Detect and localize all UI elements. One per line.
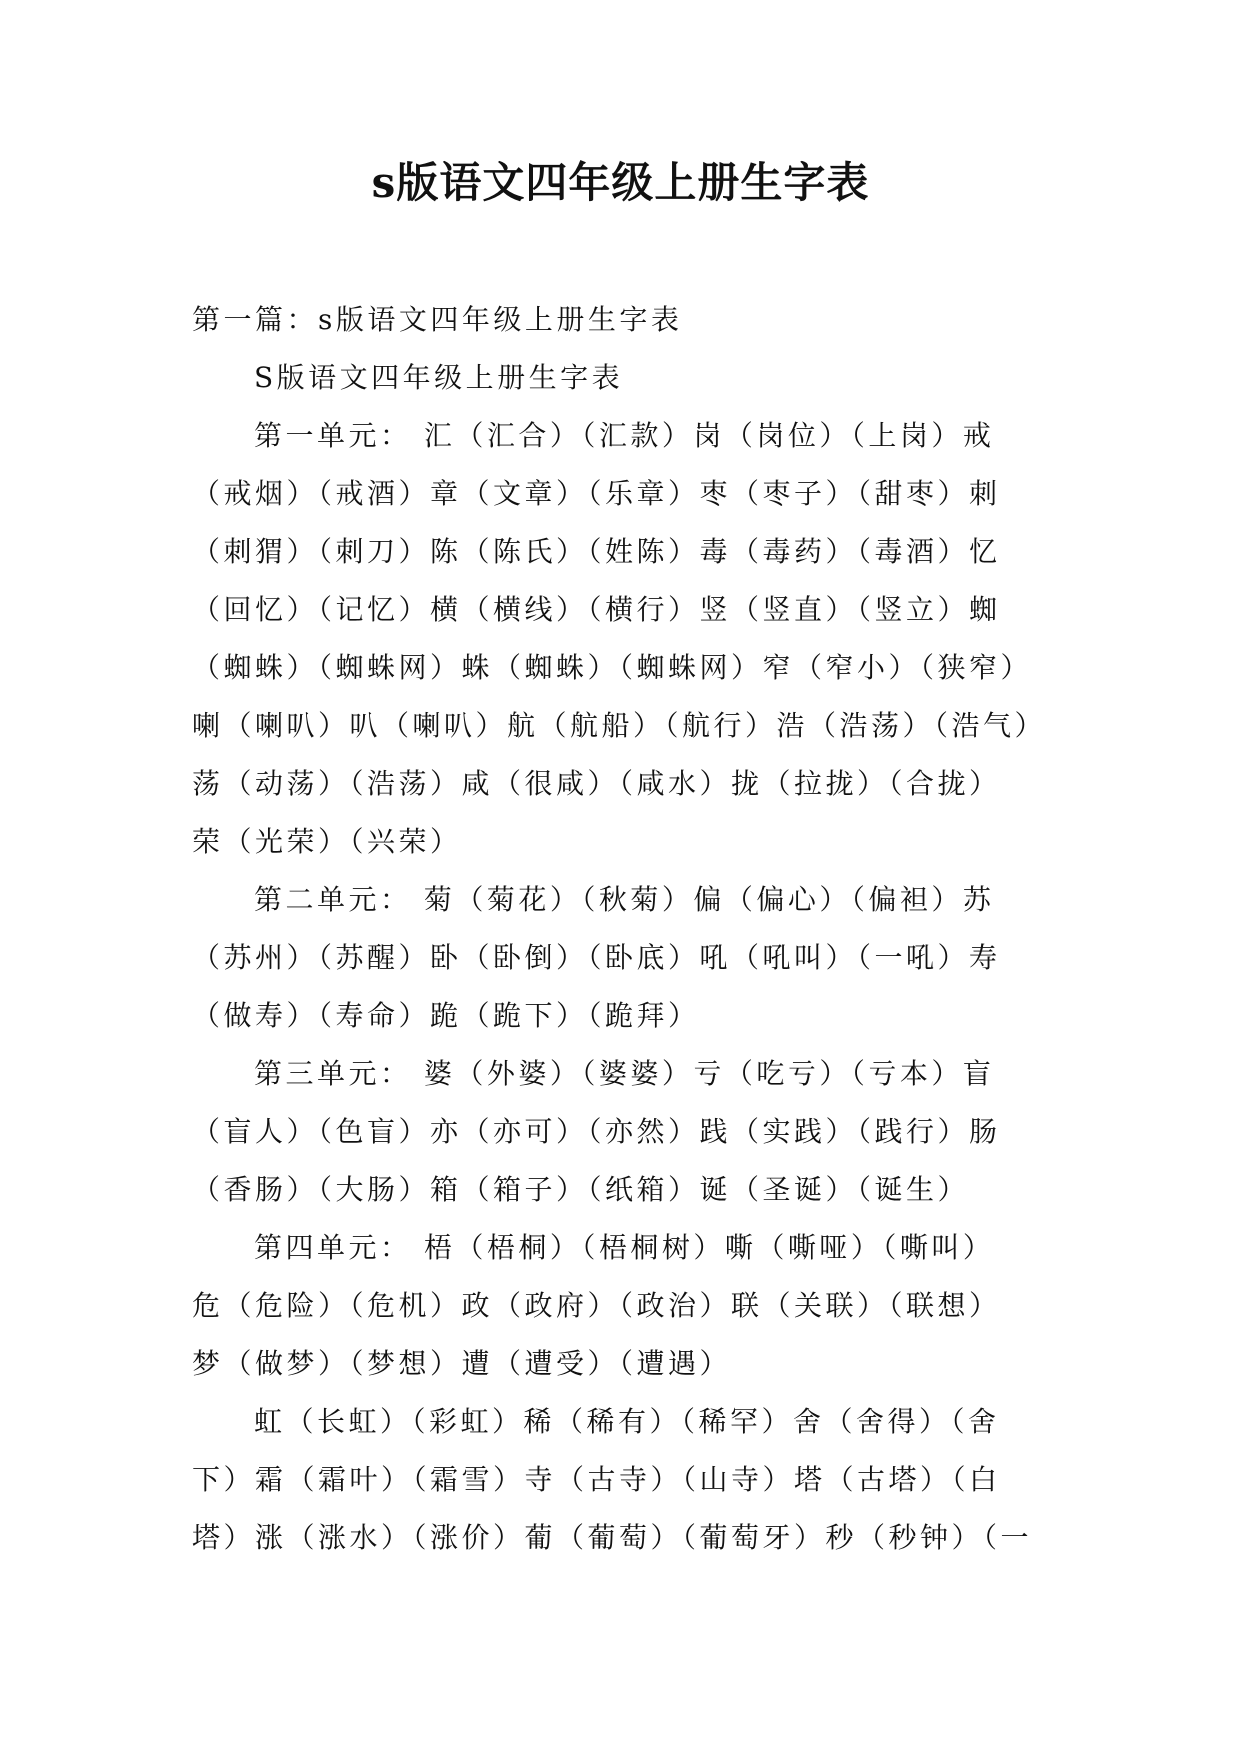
text-line: （蜘蛛）（蜘蛛网）蛛（蜘蛛）（蜘蛛网）窄（窄小）（狭窄） bbox=[192, 651, 1033, 684]
text-line: 下）霜（霜叶）（霜雪）寺（古寺）（山寺）塔（古塔）（白 bbox=[192, 1463, 1001, 1496]
unit-heading-line: 第三单元： 婆（外婆）（婆婆）亏（吃亏）（亏本）盲 bbox=[254, 1057, 995, 1090]
text-line: （盲人）（色盲）亦（亦可）（亦然）践（实践）（践行）肠 bbox=[192, 1115, 1001, 1148]
text-line: （戒烟）（戒酒）章（文章）（乐章）枣（枣子）（甜枣）刺 bbox=[192, 477, 1001, 510]
text-line: （回忆）（记忆）横（横线）（横行）竖（竖直）（竖立）蜘 bbox=[192, 593, 1001, 626]
unit-heading-line: 第二单元： 菊（菊花）（秋菊）偏（偏心）（偏袒）苏 bbox=[254, 883, 995, 916]
text-line: 梦（做梦）（梦想）遭（遭受）（遭遇） bbox=[192, 1347, 732, 1380]
document-body bbox=[192, 291, 1072, 1567]
text-line: 塔）涨（涨水）（涨价）葡（葡萄）（葡萄牙）秒（秒钟）（一 bbox=[192, 1521, 1033, 1554]
text-line: S版语文四年级上册生字表 bbox=[254, 361, 624, 394]
document-title: s版语文四年级上册生字表 bbox=[371, 158, 870, 207]
text-line: 第一篇：s版语文四年级上册生字表 bbox=[192, 303, 683, 336]
text-line: （苏州）（苏醒）卧（卧倒）（卧底）吼（吼叫）（一吼）寿 bbox=[192, 941, 1001, 974]
text-line: （香肠）（大肠）箱（箱子）（纸箱）诞（圣诞）（诞生） bbox=[192, 1173, 970, 1206]
text-line: 喇（喇叭）叭（喇叭）航（航船）（航行）浩（浩荡）（浩气） bbox=[192, 709, 1047, 742]
text-line: （刺猬）（刺刀）陈（陈氏）（姓陈）毒（毒药）（毒酒）忆 bbox=[192, 535, 1001, 568]
unit-heading-line: 第一单元： 汇（汇合）（汇款）岗（岗位）（上岗）戒 bbox=[254, 419, 995, 452]
text-line: 危（危险）（危机）政（政府）（政治）联（关联）（联想） bbox=[192, 1289, 1001, 1322]
text-line: （做寿）（寿命）跪（跪下）（跪拜） bbox=[192, 999, 700, 1032]
text-line: 荡（动荡）（浩荡）咸（很咸）（咸水）拢（拉拢）（合拢） bbox=[192, 767, 1001, 800]
text-line: 荣（光荣）（兴荣） bbox=[192, 825, 462, 858]
text-line: 虹（长虹）（彩虹）稀（稀有）（稀罕）舍（舍得）（舍 bbox=[254, 1405, 1000, 1438]
unit-heading-line: 第四单元： 梧（梧桐）（梧桐树）嘶（嘶哑）（嘶叫） bbox=[254, 1231, 995, 1264]
